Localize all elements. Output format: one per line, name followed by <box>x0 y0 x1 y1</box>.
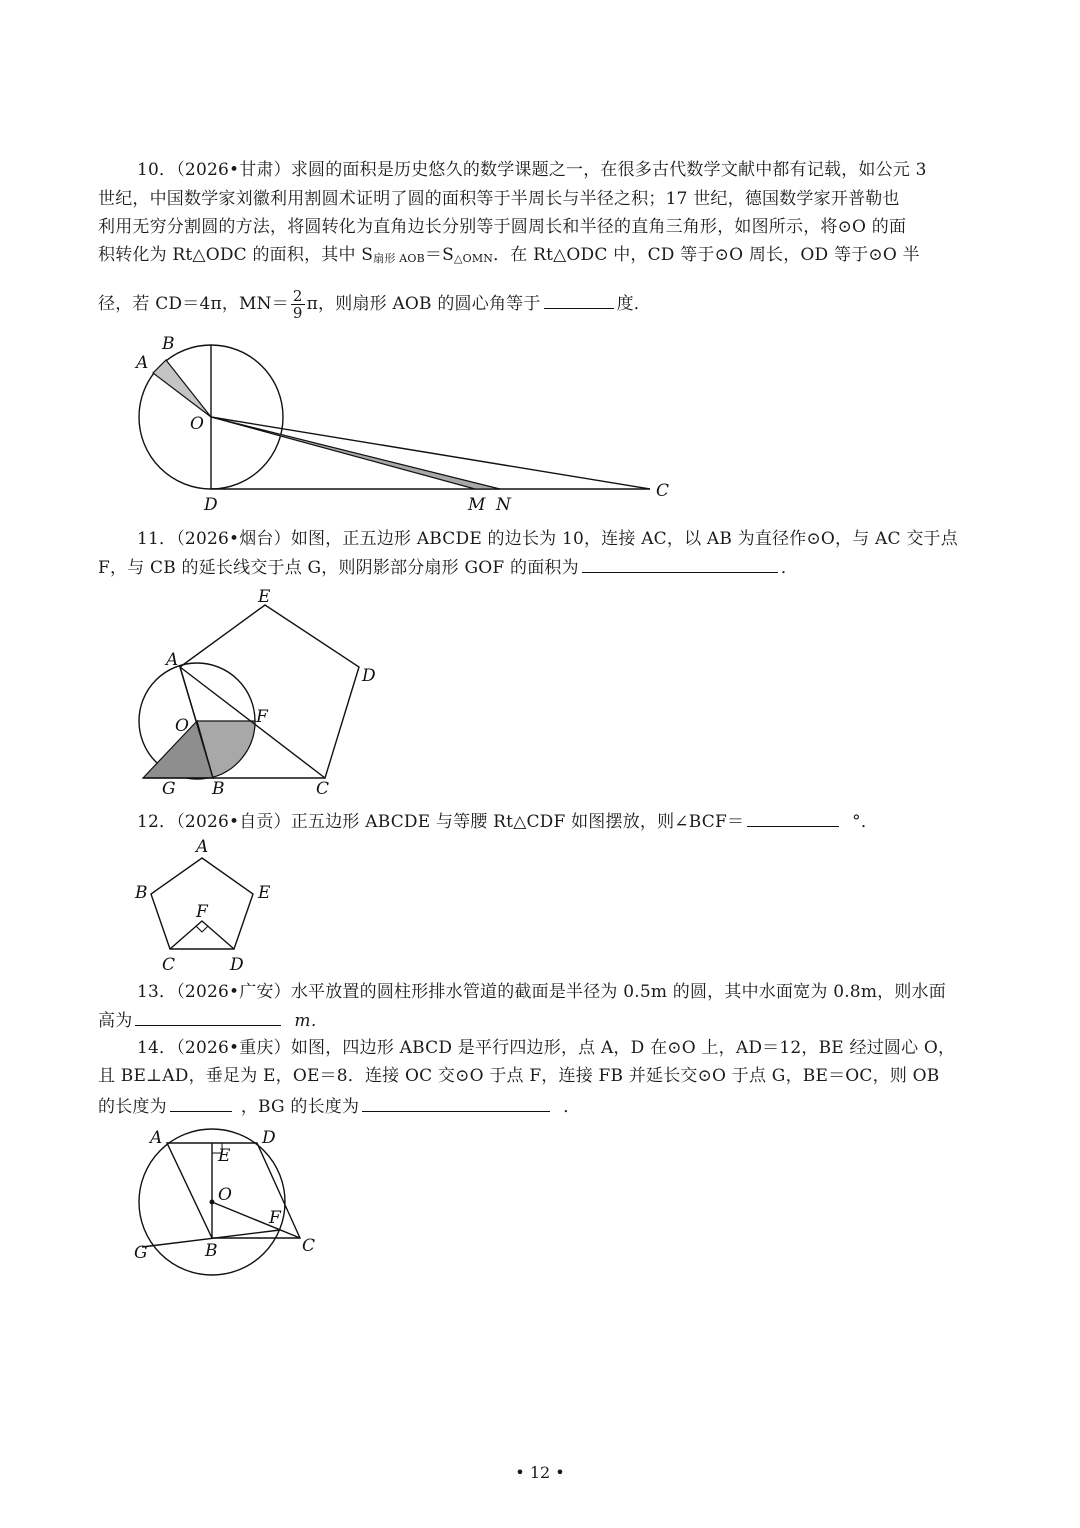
q14-label-g: G <box>134 1243 148 1263</box>
q12-label-d: D <box>230 955 244 975</box>
q14-center-dot <box>210 1200 215 1205</box>
q10-line-5c: 度． <box>616 294 651 314</box>
q10-line-4b: ＝S <box>424 245 454 265</box>
q10-line-4c: ．在 Rt△ODC 中，CD 等于⊙O 周长，OD 等于⊙O 半 <box>493 245 920 265</box>
q14-label-b: B <box>205 1241 218 1261</box>
q12-answer-blank[interactable] <box>747 825 839 827</box>
q10-triangle-omn <box>211 417 500 489</box>
q10-line-5b: π，则扇形 AOB 的圆心角等于 <box>306 294 541 314</box>
q12-figure <box>130 836 290 976</box>
q11-label-e: E <box>258 587 271 607</box>
q11-label-o: O <box>175 716 189 736</box>
q11-label-d: D <box>362 666 376 686</box>
q11-answer-blank[interactable] <box>582 571 778 573</box>
q12-label-a: A <box>196 837 209 857</box>
q14-line-3 <box>98 1097 984 1117</box>
q13-line-1: 13．（2026•广安）水平放置的圆柱形排水管道的截面是半径为 0.5m 的圆，其中水面宽为 0.8m，则水面 <box>137 982 946 1002</box>
q13-line-2 <box>98 1011 984 1031</box>
q14-label-f: F <box>269 1208 281 1228</box>
q10-line-5 <box>98 288 984 321</box>
q10-label-c: C <box>656 481 670 501</box>
q11-line-2a: F，与 CB 的延长线交于点 G，则阴影部分扇形 GOF 的面积为 <box>98 558 579 578</box>
q10-answer-blank[interactable] <box>544 307 614 309</box>
q12-line-1 <box>137 812 984 832</box>
q10-fraction-num: 2 <box>292 287 303 305</box>
q12-label-c: C <box>162 955 176 975</box>
q10-label-n: N <box>496 495 511 515</box>
q10-sector-aob <box>153 360 211 417</box>
q14-line-3a: 的长度为 <box>98 1097 167 1117</box>
q10-label-o: O <box>190 414 204 434</box>
q10-fraction-den: 9 <box>292 304 303 322</box>
q12-line-1b: °． <box>852 812 879 832</box>
q14-answer-blank-bg[interactable] <box>362 1110 550 1112</box>
q10-line-4a: 积转化为 Rt△ODC 的面积，其中 S <box>98 245 374 265</box>
page-number: • 12 • <box>515 1463 565 1482</box>
q14-line-3b: ，BG 的长度为 <box>240 1097 360 1117</box>
q10-fraction <box>291 288 305 321</box>
q10-label-d: D <box>204 495 218 515</box>
q11-figure <box>130 585 390 800</box>
q10-label-b: B <box>162 334 175 354</box>
q10-line-oc <box>211 417 650 489</box>
q12-triangle-cdf <box>170 921 234 949</box>
q10-label-a: A <box>136 353 149 373</box>
q11-label-f: F <box>256 707 268 727</box>
q14-label-e: E <box>218 1146 231 1166</box>
q13-line-2a: 高为 <box>98 1011 133 1031</box>
q11-line-1: 11．（2026•烟台）如图，正五边形 ABCDE 的边长为 10，连接 AC，以 AB 为直径作⊙O，与 AC 交于点 <box>137 529 958 549</box>
q10-line-3: 利用无穷分割圆的方法，将圆转化为直角边长分别等于圆周长和半径的直角三角形，如图所示，将⊙O 的面 <box>98 217 907 237</box>
q11-label-b: B <box>212 779 225 799</box>
q12-label-b: B <box>135 883 148 903</box>
q12-line-1a: 12．（2026•自贡）正五边形 ABCDE 与等腰 Rt△CDF 如图摆放，则∠BCF＝ <box>137 812 745 832</box>
q14-line-1: 14．（2026•重庆）如图，四边形 ABCD 是平行四边形，点 A，D 在⊙O 上，AD＝12，BE 经过圆心 O， <box>137 1038 956 1058</box>
q10-line-4 <box>98 245 984 269</box>
q11-label-c: C <box>316 779 330 799</box>
q14-label-c: C <box>302 1236 316 1256</box>
q10-label-m: M <box>468 495 486 515</box>
q10-triangle-sub: △OMN <box>453 252 494 265</box>
q14-label-d: D <box>262 1128 276 1148</box>
q11-label-g: G <box>162 779 176 799</box>
q10-figure <box>130 328 690 518</box>
q14-line-3c: ． <box>563 1097 581 1117</box>
q14-label-o: O <box>218 1185 232 1205</box>
q11-line-2b: ． <box>780 558 799 578</box>
q11-label-a: A <box>166 650 179 670</box>
q14-label-a: A <box>150 1128 163 1148</box>
q12-label-e: E <box>258 883 271 903</box>
q11-line-2 <box>98 558 984 578</box>
q14-answer-blank-ob[interactable] <box>170 1110 232 1112</box>
q14-line-2: 且 BE⊥AD，垂足为 E，OE＝8．连接 OC 交⊙O 于点 F，连接 FB 并延长交⊙O 于点 G，BE＝OC，则 OB <box>98 1066 940 1086</box>
q14-figure <box>130 1122 330 1282</box>
q12-right-angle-mark <box>196 926 208 932</box>
q13-answer-blank[interactable] <box>135 1024 281 1026</box>
q10-line-1: 10．（2026•甘肃）求圆的面积是历史悠久的数学课题之一，在很多古代数学文献中都有记载，如公元 3 <box>137 160 927 180</box>
q10-line-2: 世纪，中国数学家刘徽利用割圆术证明了圆的面积等于半周长与半径之积；17 世纪，德国数学家开普勒也 <box>98 189 900 209</box>
q10-line-5a: 径，若 CD＝4π，MN＝ <box>98 294 289 314</box>
q13-line-2b: m． <box>294 1011 328 1031</box>
q10-sector-sub: 扇形 AOB <box>373 252 425 265</box>
q12-label-f: F <box>196 902 208 922</box>
